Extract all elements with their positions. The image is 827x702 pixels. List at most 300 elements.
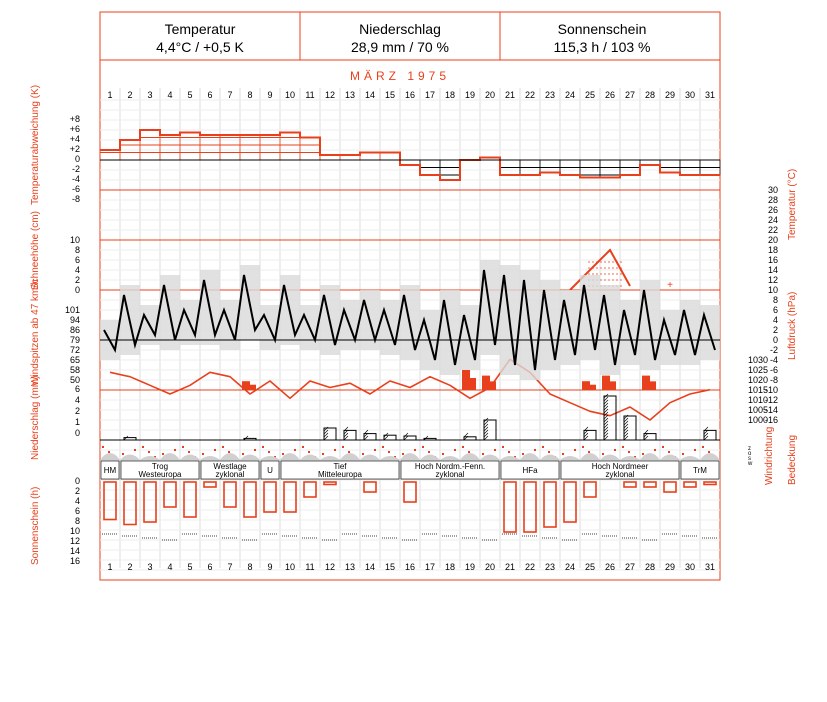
left-tick-label: 4 — [74, 395, 80, 405]
weather-type-label: Westlage — [213, 462, 247, 471]
precip-bar — [364, 434, 376, 440]
wind-gust-bar — [590, 385, 596, 390]
left-tick-label: 0 — [74, 154, 80, 164]
left-tick-label: -8 — [71, 194, 80, 204]
day-label-top: 24 — [564, 90, 576, 100]
weather-type-label: TrM — [693, 466, 707, 475]
right-tick-label: 16 — [767, 255, 778, 265]
day-label-bottom: 23 — [544, 562, 556, 572]
pressure-tick-label: 1005 — [747, 405, 768, 415]
wind-direction-dot — [142, 446, 144, 448]
wind-direction-dot — [414, 449, 416, 451]
cloud-cover-hump — [360, 455, 380, 461]
wind-direction-dot — [462, 446, 464, 448]
sunshine-panel — [102, 482, 718, 540]
cloud-cover-hump — [560, 456, 580, 460]
weather-type-label: Hoch Nordmeer — [591, 462, 649, 471]
wind-direction-tick: z — [748, 446, 751, 452]
sunshine-bar — [284, 482, 296, 512]
wind-direction-dot — [548, 451, 550, 453]
left-tick-label: 0 — [74, 285, 80, 295]
right-tick-label: 0 — [772, 335, 778, 345]
wind-direction-dot — [422, 446, 424, 448]
left-tick-label: 4 — [74, 265, 80, 275]
left-ticks — [65, 114, 80, 566]
day-label-top: 17 — [424, 90, 436, 100]
day-label-top: 31 — [704, 90, 716, 100]
day-label-top: 13 — [344, 90, 356, 100]
pressure-tick-label: 1000 — [747, 415, 768, 425]
right-tick-label: -12 — [764, 395, 778, 405]
sunshine-bar — [404, 482, 416, 502]
day-label-bottom: 8 — [247, 562, 253, 572]
wind-direction-dot — [268, 451, 270, 453]
anomaly-bar — [300, 138, 320, 161]
sunshine-bar — [204, 482, 216, 487]
pressure-tick-label: 1025 — [747, 365, 768, 375]
day-label-bottom: 14 — [364, 562, 376, 572]
day-label-bottom: 28 — [644, 562, 656, 572]
left-tick-label: 86 — [69, 325, 80, 335]
right-tick-label: -6 — [769, 365, 778, 375]
day-label-bottom: 9 — [267, 562, 273, 572]
sunshine-bar — [324, 482, 336, 485]
wind-direction-dot — [454, 449, 456, 451]
wind-direction-dot — [108, 451, 110, 453]
sunshine-bar — [224, 482, 236, 507]
left-tick-label: 2 — [74, 275, 80, 285]
day-label-bottom: 7 — [227, 562, 233, 572]
anomaly-bar — [260, 135, 280, 160]
cloud-cover-hump — [600, 455, 620, 461]
wind-direction-dot — [588, 451, 590, 453]
weather-type-label: U — [267, 466, 273, 475]
pressure-tick-label: 1030 — [747, 355, 768, 365]
wind-direction-dot — [654, 449, 656, 451]
pressure-tick-label: 1020 — [747, 375, 768, 385]
cloud-cover-hump — [500, 456, 520, 460]
wind-direction-dot — [214, 449, 216, 451]
day-label-bottom: 31 — [704, 562, 716, 572]
wind-direction-dot — [428, 451, 430, 453]
header — [100, 12, 720, 60]
wind-direction-dot — [468, 451, 470, 453]
cloud-cover-hump — [200, 456, 220, 460]
cloud-cover-hump — [680, 456, 700, 460]
wind-direction-dot — [382, 446, 384, 448]
right-tick-label: -14 — [764, 405, 778, 415]
cloud-cover-hump — [540, 455, 560, 461]
left-tick-label: 72 — [69, 345, 80, 355]
day-label-top: 7 — [227, 90, 233, 100]
right-tick-label: 22 — [767, 225, 778, 235]
cloud-cover-hump — [580, 453, 600, 460]
weather-types-row — [100, 460, 720, 480]
left-tick-label: 0 — [74, 428, 80, 438]
left-tick-label: 94 — [69, 315, 80, 325]
wind-direction-dot — [602, 453, 604, 455]
day-label-top: 3 — [147, 90, 153, 100]
cloud-cover-hump — [220, 453, 240, 460]
wind-direction-dot — [388, 451, 390, 453]
sunshine-bar — [684, 482, 696, 487]
weather-type-sublabel: Westeuropa — [138, 470, 182, 479]
snow-label: Schneehöhe (cm) — [30, 211, 41, 290]
wind-direction-dot — [574, 449, 576, 451]
wind-direction-tick: s — [748, 456, 751, 462]
cloud-cover-hump — [660, 455, 680, 461]
day-label-bottom: 15 — [384, 562, 396, 572]
day-label-top: 30 — [684, 90, 696, 100]
wind-direction-dot — [662, 446, 664, 448]
left-tick-label: 16 — [69, 556, 80, 566]
right-tick-label: 18 — [767, 245, 778, 255]
sunshine-bar — [124, 482, 136, 525]
left-tick-label: +8 — [69, 114, 80, 124]
right-tick-label: -8 — [769, 375, 778, 385]
anomaly-bar — [240, 135, 260, 160]
day-label-top: 4 — [167, 90, 173, 100]
wind-direction-dot — [622, 446, 624, 448]
day-label-bottom: 10 — [284, 562, 296, 572]
left-tick-label: 0 — [74, 476, 80, 486]
left-tick-label: 1 — [74, 417, 80, 427]
left-tick-label: 8 — [74, 245, 80, 255]
temperature-title: Temperatur — [164, 21, 236, 37]
pressure-label: Luftdruck (hPa) — [787, 291, 798, 360]
temperature-label: Temperatur (°C) — [787, 168, 798, 240]
cloud-cover-hump — [440, 456, 460, 460]
snow-trace: + — [667, 280, 673, 291]
weather-type-label: Hoch Nordm.-Fenn. — [414, 462, 486, 471]
wind-gust-bar — [650, 381, 656, 390]
day-label-bottom: 30 — [684, 562, 696, 572]
wind-direction-dot — [222, 446, 224, 448]
left-tick-label: 65 — [69, 355, 80, 365]
left-tick-label: +4 — [69, 134, 80, 144]
right-ticks — [747, 185, 778, 467]
right-tick-label: -2 — [769, 345, 778, 355]
wind-direction-dot — [262, 446, 264, 448]
right-tick-label: -4 — [769, 355, 778, 365]
right-tick-label: 6 — [772, 305, 778, 315]
sunshine-bar — [264, 482, 276, 512]
left-tick-label: 14 — [69, 546, 80, 556]
day-label-top: 15 — [384, 90, 396, 100]
wind-direction-dot — [482, 453, 484, 455]
day-label-bottom: 17 — [424, 562, 436, 572]
day-label-bottom: 22 — [524, 562, 536, 572]
wind-direction-dot — [134, 449, 136, 451]
day-label-top: 11 — [305, 90, 315, 100]
sunshine-title: Sonnenschein — [557, 21, 647, 37]
cloud-cover-hump — [240, 455, 260, 461]
day-label-top: 19 — [464, 90, 476, 100]
day-label-top: 12 — [324, 90, 336, 100]
temp-anomaly-label: Temperaturabweichung (K) — [30, 84, 41, 205]
sunshine-label: Sonnenschein (h) — [30, 486, 41, 565]
precip-label: Niederschlag (mm) — [30, 375, 41, 460]
left-tick-label: 12 — [69, 536, 80, 546]
weather-type-sublabel: zyklonal — [605, 470, 635, 479]
left-tick-label: 10 — [69, 526, 80, 536]
wind-direction-dot — [202, 453, 204, 455]
day-label-top: 21 — [504, 90, 516, 100]
day-label-bottom: 2 — [127, 562, 133, 572]
day-label-bottom: 24 — [564, 562, 576, 572]
left-tick-label: +2 — [69, 144, 80, 154]
left-tick-label: -4 — [71, 174, 80, 184]
wind-direction-dot — [562, 453, 564, 455]
wind-direction-dot — [102, 446, 104, 448]
day-label-top: 2 — [127, 90, 133, 100]
day-label-bottom: 29 — [664, 562, 676, 572]
day-label-bottom: 3 — [147, 562, 153, 572]
day-label-top: 25 — [584, 90, 596, 100]
weather-type-label: Trog — [151, 462, 169, 471]
anomaly-bar — [160, 135, 180, 160]
wind-direction-dot — [614, 449, 616, 451]
right-tick-label: 2 — [772, 325, 778, 335]
weather-type-label: Tief — [333, 462, 347, 471]
day-label-top: 27 — [624, 90, 636, 100]
wind-direction-dot — [628, 451, 630, 453]
left-tick-label: -6 — [71, 184, 80, 194]
left-tick-label: 2 — [74, 406, 80, 416]
wind-direction-dot — [302, 446, 304, 448]
wind-gust-bar — [470, 378, 476, 390]
wind-direction-dot — [442, 453, 444, 455]
left-tick-label: 6 — [74, 506, 80, 516]
wind-direction-dot — [342, 446, 344, 448]
day-label-top: 5 — [187, 90, 193, 100]
sunshine-bar — [624, 482, 636, 487]
precip-bar — [644, 434, 656, 440]
day-label-top: 22 — [524, 90, 536, 100]
wind-direction-dot — [542, 446, 544, 448]
right-tick-label: 24 — [767, 215, 778, 225]
day-label-bottom: 19 — [464, 562, 476, 572]
wind-direction-dot — [702, 446, 704, 448]
day-label-top: 1 — [107, 90, 113, 100]
wind-direction-dot — [122, 453, 124, 455]
precip-bar — [384, 435, 396, 440]
day-label-bottom: 11 — [305, 562, 315, 572]
day-label-bottom: 27 — [624, 562, 636, 572]
cloud-cover-hump — [100, 453, 120, 460]
temperature-panel — [100, 260, 720, 380]
cloud-cover-hump — [120, 455, 140, 461]
day-label-top: 9 — [267, 90, 273, 100]
day-label-bottom: 26 — [604, 562, 616, 572]
wind-direction-dot — [334, 449, 336, 451]
weather-type-label: HFa — [522, 466, 538, 475]
wind-direction-dot — [294, 449, 296, 451]
wind-direction-dot — [162, 453, 164, 455]
cloud-cover-hump — [260, 456, 280, 460]
day-label-top: 26 — [604, 90, 616, 100]
day-label-top: 23 — [544, 90, 556, 100]
cloud-cover-hump — [300, 455, 320, 461]
day-label-bottom: 6 — [207, 562, 213, 572]
precip-bar — [244, 438, 256, 440]
wind-label: Windspitzen ab 47 km/h — [30, 279, 41, 386]
day-label-bottom: 13 — [344, 562, 356, 572]
precip-panel — [100, 394, 720, 440]
day-label-top: 14 — [364, 90, 376, 100]
right-tick-label: 12 — [767, 275, 778, 285]
sunshine-summary: 115,3 h / 103 % — [553, 39, 651, 55]
weather-type-label: HM — [103, 466, 117, 475]
wind-gust-bar — [642, 376, 650, 390]
wind-direction-dot — [362, 453, 364, 455]
left-tick-label: 6 — [74, 255, 80, 265]
wind-direction-dot — [494, 449, 496, 451]
anomaly-bar — [380, 153, 400, 161]
wind-direction-dot — [254, 449, 256, 451]
day-label-top: 16 — [404, 90, 416, 100]
month-title: MÄRZ 1975 — [349, 69, 451, 83]
left-tick-label: 2 — [74, 486, 80, 496]
temperature-summary: 4,4°C / +0,5 K — [156, 39, 244, 55]
wind-direction-panel — [100, 446, 720, 460]
wind-direction-label: Windrichtung — [764, 426, 775, 485]
wind-direction-dot — [188, 451, 190, 453]
wind-direction-dot — [402, 453, 404, 455]
day-label-top: 18 — [444, 90, 456, 100]
wind-direction-dot — [228, 451, 230, 453]
cloud-cover-hump — [140, 456, 160, 460]
sunshine-bar — [644, 482, 656, 487]
left-tick-label: 10 — [69, 235, 80, 245]
day-label-bottom: 20 — [484, 562, 496, 572]
wind-direction-dot — [148, 451, 150, 453]
left-tick-label: 79 — [69, 335, 80, 345]
cloud-cover-hump — [180, 455, 200, 461]
wind-gust-bar — [602, 376, 610, 390]
anomaly-bar — [660, 160, 680, 173]
wind-direction-dot — [174, 449, 176, 451]
wind-direction-dot — [668, 451, 670, 453]
sunshine-bar — [144, 482, 156, 522]
cloud-cover-hump — [420, 455, 440, 461]
right-tick-label: 20 — [767, 235, 778, 245]
day-label-top: 20 — [484, 90, 496, 100]
cloud-cover-hump — [480, 455, 500, 461]
wind-direction-dot — [682, 453, 684, 455]
left-tick-label: 58 — [69, 365, 80, 375]
cloud-cover-hump — [380, 456, 400, 460]
right-tick-label: 26 — [767, 205, 778, 215]
wind-gust-bar — [610, 381, 616, 390]
day-label-top: 8 — [247, 90, 253, 100]
day-label-bottom: 21 — [504, 562, 516, 572]
cloud-cover-hump — [620, 456, 640, 460]
day-label-bottom: 4 — [167, 562, 173, 572]
wind-direction-dot — [642, 453, 644, 455]
day-label-bottom: 18 — [444, 562, 456, 572]
right-tick-label: -10 — [764, 385, 778, 395]
precip-title: Niederschlag — [359, 21, 441, 37]
anomaly-bar — [220, 135, 240, 160]
anomaly-bar — [180, 133, 200, 161]
wind-direction-dot — [694, 449, 696, 451]
day-label-top: 10 — [284, 90, 296, 100]
anomaly-bar — [360, 153, 380, 161]
right-tick-label: 14 — [767, 265, 778, 275]
wind-direction-dot — [502, 446, 504, 448]
right-tick-label: 10 — [767, 285, 778, 295]
anomaly-bar — [100, 150, 120, 160]
sunshine-bar — [564, 482, 576, 522]
left-tick-label: 101 — [64, 305, 80, 315]
right-tick-label: 30 — [767, 185, 778, 195]
wind-direction-dot — [242, 453, 244, 455]
sunshine-bar — [704, 482, 716, 485]
left-tick-label: +6 — [69, 124, 80, 134]
day-axis-top — [107, 90, 715, 100]
wind-direction-dot — [348, 451, 350, 453]
precip-bar — [424, 438, 436, 440]
right-tick-label: 4 — [772, 315, 778, 325]
cloud-cover-hump — [460, 453, 480, 460]
anomaly-bar — [540, 160, 560, 173]
sunshine-bar — [164, 482, 176, 507]
wind-direction-dot — [582, 446, 584, 448]
left-tick-label: 4 — [74, 496, 80, 506]
day-label-bottom: 5 — [187, 562, 193, 572]
cloud-label: Bedeckung — [787, 434, 798, 485]
right-tick-label: -16 — [764, 415, 778, 425]
weather-type-sublabel: Mitteleuropa — [317, 470, 363, 479]
wind-direction-dot — [282, 453, 284, 455]
wind-gust-bar — [582, 381, 590, 390]
left-tick-label: 50 — [69, 375, 80, 385]
anomaly-bar — [280, 133, 300, 161]
wind-direction-dot — [708, 451, 710, 453]
wind-direction-tick: o — [748, 451, 752, 457]
right-tick-label: 8 — [772, 295, 778, 305]
cloud-cover-hump — [340, 453, 360, 460]
wind-gust-bar — [462, 370, 470, 390]
left-tick-label: 6 — [74, 384, 80, 394]
day-label-top: 29 — [664, 90, 676, 100]
wind-direction-dot — [534, 449, 536, 451]
right-tick-label: 28 — [767, 195, 778, 205]
cloud-cover-hump — [700, 453, 720, 460]
wind-gust-bar — [250, 385, 256, 390]
anomaly-bar — [200, 135, 220, 160]
day-label-bottom: 12 — [324, 562, 336, 572]
day-label-top: 28 — [644, 90, 656, 100]
pressure-tick-label: 1010 — [747, 395, 768, 405]
day-label-top: 6 — [207, 90, 213, 100]
weather-type-sublabel: zyklonal — [435, 470, 465, 479]
pressure-tick-label: 1015 — [747, 385, 768, 395]
wind-direction-dot — [322, 453, 324, 455]
left-tick-label: 8 — [74, 516, 80, 526]
sunshine-bar — [104, 482, 116, 520]
wind-direction-dot — [182, 446, 184, 448]
wind-direction-dot — [308, 451, 310, 453]
left-tick-label: -2 — [71, 164, 80, 174]
temp-anomaly-panel — [100, 130, 720, 180]
day-label-bottom: 25 — [584, 562, 596, 572]
weather-type-sublabel: zyklonal — [215, 470, 245, 479]
precip-summary: 28,9 mm / 70 % — [350, 39, 450, 55]
wind-direction-dot — [508, 451, 510, 453]
wind-direction-tick: w — [748, 461, 753, 467]
